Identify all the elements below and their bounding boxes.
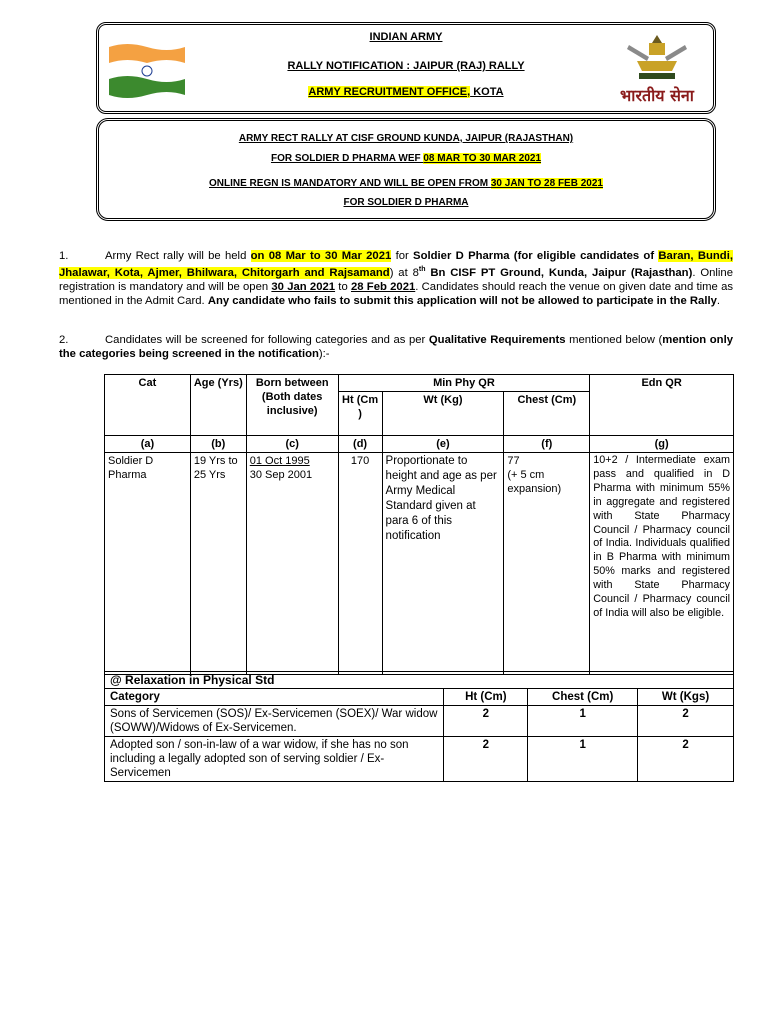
relax-row-ht: 2 (444, 706, 528, 737)
p2-text: Candidates will be screened for following categories and as per (105, 334, 429, 346)
rally-dates-highlight: 08 MAR TO 30 MAR 2021 (423, 153, 542, 164)
relax-row-category: Sons of Servicemen (SOS)/ Ex-Servicemen (SOEX)/ War widow (SOWW)/Widows of Ex-Servicemen. (105, 706, 444, 737)
p1-warning: Any candidate who fails to submit this application will not be allowed to participate in the Rally (207, 295, 717, 308)
rally-registration (99, 178, 713, 189)
relaxation-title: @ Relaxation in Physical Std (105, 672, 734, 689)
header-rally-notification: RALLY NOTIFICATION : JAIPUR (RAJ) RALLY (287, 60, 525, 72)
row-ht: 170 (338, 453, 382, 675)
p2-text: ):- (318, 348, 330, 361)
relax-row-ht: 2 (444, 737, 528, 782)
p1-text: for (391, 250, 414, 262)
header-box (96, 22, 716, 114)
col-letter: (a) (105, 436, 191, 453)
header-wt: Wt (Kg) (382, 392, 504, 436)
p2-qr: Qualitative Requirements (428, 334, 566, 346)
p1-districts: Baran, Bundi, Jhalawar, Kota, Ajmer, Bhilwara, Chitorgarh and Rajsamand (59, 250, 733, 279)
rally-dates-prefix: FOR SOLDIER D PHARMA WEF (270, 153, 424, 164)
paragraph-2 (59, 333, 733, 361)
relax-row-chest: 1 (528, 737, 638, 782)
relax-header-wt: Wt (Kgs) (638, 689, 734, 706)
header-chest: Chest (Cm) (504, 392, 590, 436)
row-chest-expansion: (+ 5 cm expansion) (507, 469, 562, 495)
p1-text: . Online registration is mandatory and will be open (59, 266, 733, 294)
paragraph-2-number: 2. (59, 334, 69, 346)
header-edn-qr: Edn QR (590, 375, 734, 436)
header-cat: Cat (105, 375, 191, 436)
relax-row-wt: 2 (638, 737, 734, 782)
p1-venue: Bn CISF PT Ground, Kunda, Jaipur (Rajasthan) (425, 266, 693, 279)
relax-header-category: Category (105, 689, 444, 706)
paragraph-1 (59, 249, 733, 309)
emblem-text: भारतीय सेना (620, 86, 694, 105)
col-letter: (d) (338, 436, 382, 453)
p1-text: . (716, 295, 721, 308)
p1-dates: on 08 Mar to 30 Mar 2021 (250, 250, 392, 262)
rally-registration-prefix: ONLINE REGN IS MANDATORY AND WILL BE OPEN FROM (209, 178, 491, 189)
rally-box (96, 118, 716, 221)
relax-row-chest: 1 (528, 706, 638, 737)
relax-header-ht: Ht (Cm) (444, 689, 528, 706)
relax-row-wt: 2 (638, 706, 734, 737)
p1-sup: th (418, 266, 426, 274)
p1-open-date: 30 Jan 2021 (271, 281, 336, 294)
header-ht: Ht (Cm ) (338, 392, 382, 436)
rally-registration-highlight: 30 JAN TO 28 FEB 2021 (490, 178, 603, 189)
rally-dates (99, 153, 713, 164)
header-office-highlight: ARMY RECRUITMENT OFFICE, (308, 86, 471, 98)
paragraph-1-number: 1. (59, 250, 69, 262)
p2-text: mentioned below ( (565, 334, 663, 346)
army-emblem-icon (607, 31, 707, 83)
p1-close-date: 28 Feb 2021 (350, 281, 416, 294)
header-born: Born between (Both dates inclusive) (246, 375, 338, 436)
row-born (246, 453, 338, 675)
row-cat: Soldier D Pharma (105, 453, 191, 675)
rally-category: FOR SOLDIER D PHARMA (343, 197, 469, 208)
col-letter: (b) (190, 436, 246, 453)
col-letter: (f) (504, 436, 590, 453)
p1-text: . Candidates should reach the venue on given date and time as mentioned in the Admit Card. (59, 281, 733, 308)
row-born-from: 01 Oct 1995 (249, 455, 310, 467)
p1-category: Soldier D Pharma (for eligible candidates of (413, 250, 659, 262)
row-born-to: 30 Sep 2001 (249, 469, 313, 481)
header-min-phy-qr: Min Phy QR (338, 375, 590, 392)
rally-location: ARMY RECT RALLY AT CISF GROUND KUNDA, JAIPUR (RAJASTHAN) (238, 133, 574, 144)
col-letter: (e) (382, 436, 504, 453)
relaxation-table (104, 671, 734, 782)
col-letter: (g) (590, 436, 734, 453)
header-title: INDIAN ARMY (369, 31, 443, 43)
army-emblem (607, 31, 707, 111)
row-wt: Proportionate to height and age as per Army Medical Standard given at para 6 of this notification (382, 453, 504, 675)
p1-text: ) at 8 (389, 266, 419, 279)
relax-header-chest: Chest (Cm) (528, 689, 638, 706)
row-chest (504, 453, 590, 675)
col-letter: (c) (246, 436, 338, 453)
p1-text: to (335, 281, 351, 294)
header-age: Age (Yrs) (190, 375, 246, 436)
p2-note: mention only the categories being screened in the notification (59, 334, 733, 361)
row-age: 19 Yrs to 25 Yrs (190, 453, 246, 675)
row-chest-value: 77 (507, 455, 520, 467)
p1-text: Army Rect rally will be held (105, 250, 251, 262)
row-edn: 10+2 / Intermediate exam pass and qualified in D Pharma with minimum 55% in aggregate and registered with State Pharmacy Council / Pharmacy council of India. Individuals qualified in B Pharma with minimum 50% marks and registered with State Pharmacy Council / Pharmacy council of India will also be eligible. (590, 453, 734, 675)
relax-row-category: Adopted son / son-in-law of a war widow, if she has no son including a legally adopted son of serving soldier / Ex-Servicemen (105, 737, 444, 782)
header-office-rest: KOTA (470, 86, 504, 98)
qualification-table (104, 374, 734, 675)
